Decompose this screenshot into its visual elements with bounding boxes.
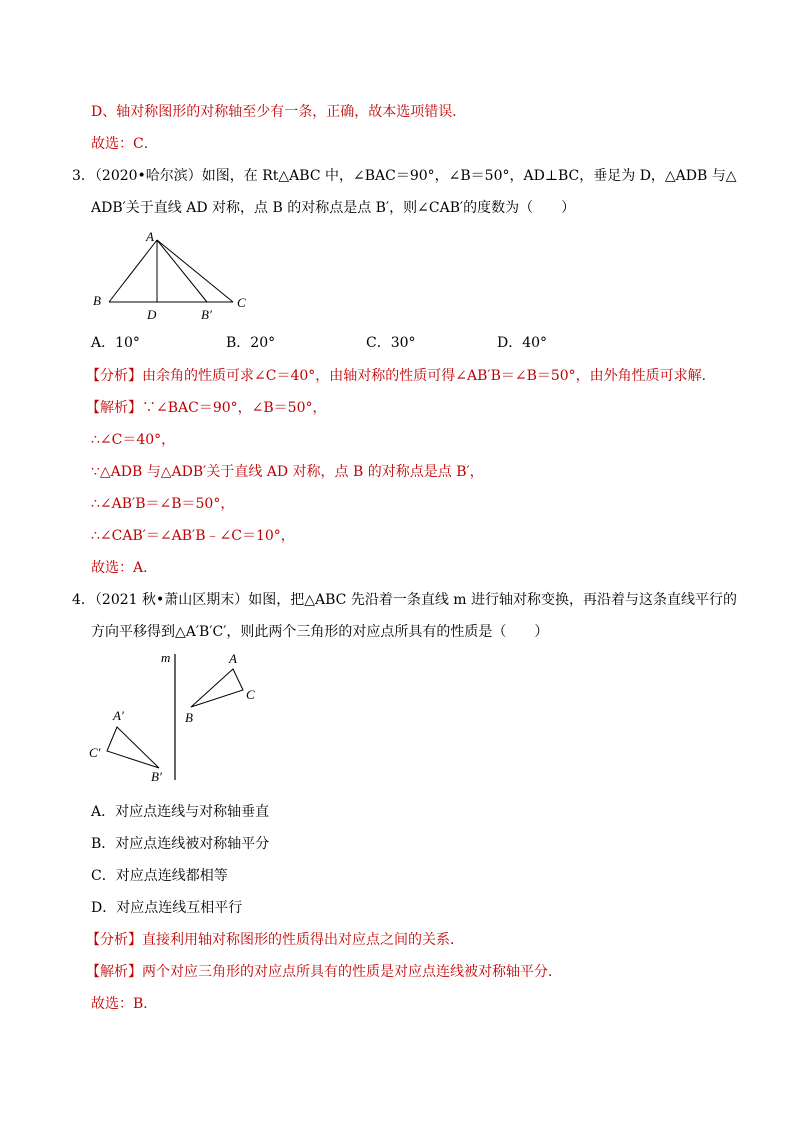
q3-answer-text: 故选：A．	[91, 560, 158, 576]
q3-solution-line1: ∵∠BAC＝90°，∠B＝50°，	[142, 400, 327, 416]
q4-stem-line2: 方向平移得到△A′B′C′，则此两个三角形的对应点所具有的性质是（ ）	[91, 624, 549, 640]
q3-option-c: C．30°	[366, 335, 416, 351]
q3-analysis-tag: 【分析】	[86, 368, 142, 384]
q3-line-ab	[109, 240, 157, 302]
q4-stem-line1: 4．（2021 秋•萧山区期末）如图，把△ABC 先沿着一条直线 m 进行轴对称变换，再沿着与这条直线平行的	[72, 592, 738, 608]
prev-solution-line: D、轴对称图形的对称轴至少有一条，正确，故本选项错误．	[91, 104, 467, 120]
q4-label-b: B	[185, 710, 193, 725]
q3-solution-line4: ∴∠AB′B＝∠B＝50°，	[91, 496, 235, 512]
q3-label-bprime: B′	[201, 307, 212, 322]
q3-label-a: A	[146, 229, 154, 244]
q4-figure	[85, 650, 270, 785]
q4-option-c: C．对应点连线都相等	[91, 868, 228, 884]
q4-option-b: B．对应点连线被对称轴平分	[91, 836, 270, 852]
q4-solution	[86, 963, 562, 981]
q3-line-abp	[157, 240, 207, 302]
q3-option-d: D．40°	[497, 335, 548, 351]
q4-analysis	[86, 931, 464, 949]
q4-label-c: C	[246, 687, 255, 702]
q4-option-a: A．对应点连线与对称轴垂直	[91, 804, 270, 820]
q4-label-a: A	[229, 651, 237, 666]
q4-label-bprime: B′	[151, 769, 162, 784]
q4-solution-text: 两个对应三角形的对应点所具有的性质是对应点连线被对称轴平分．	[142, 964, 562, 980]
q4-option-d: D．对应点连线互相平行	[91, 900, 243, 916]
q3-figure	[85, 228, 265, 323]
q3-line-ac	[157, 240, 233, 302]
q3-stem-line2: ADB′关于直线 AD 对称，点 B 的对称点是点 B′，则∠CAB′的度数为（ ）	[91, 200, 576, 216]
q4-label-m: m	[161, 650, 171, 665]
q4-label-cprime: C′	[89, 745, 101, 760]
q4-analysis-text: 直接利用轴对称图形的性质得出对应点之间的关系．	[142, 932, 464, 948]
q3-solution-line3: ∵△ADB 与△ADB′关于直线 AD 对称，点 B 的对称点是点 B′，	[91, 464, 484, 480]
prev-answer-text: 故选：C．	[91, 136, 158, 152]
q3-solution-tag: 【解析】	[86, 400, 142, 416]
q4-solution-tag: 【解析】	[86, 964, 142, 980]
q3-label-d: D	[147, 307, 157, 322]
q4-answer-text: 故选：B．	[91, 996, 158, 1012]
q3-answer	[91, 559, 157, 577]
q3-stem-line1: 3．（2020•哈尔滨）如图，在 Rt△ABC 中，∠BAC＝90°，∠B＝50°，AD⊥BC，垂足为 D，△ADB 与△	[72, 168, 737, 184]
q3-solution	[86, 399, 327, 417]
q4-triangle-apbpcp	[107, 727, 159, 768]
q4-answer	[91, 995, 157, 1013]
q4-triangle-abc	[191, 669, 243, 707]
q3-label-b: B	[93, 293, 101, 308]
q4-label-aprime: A′	[113, 708, 124, 723]
q3-analysis-text: 由余角的性质可求∠C＝40°，由轴对称的性质可得∠AB′B＝∠B＝50°，由外角性质可求解．	[142, 368, 716, 384]
prev-answer	[91, 135, 158, 153]
q3-analysis	[86, 367, 716, 385]
q3-solution-line2: ∴∠C＝40°，	[91, 432, 176, 448]
q3-solution-line5: ∴∠CAB′＝∠AB′B﹣∠C＝10°，	[91, 528, 295, 544]
q3-option-a: A．10°	[91, 335, 140, 351]
q4-analysis-tag: 【分析】	[86, 932, 142, 948]
q3-option-b: B．20°	[226, 335, 276, 351]
q3-label-c: C	[237, 295, 246, 310]
